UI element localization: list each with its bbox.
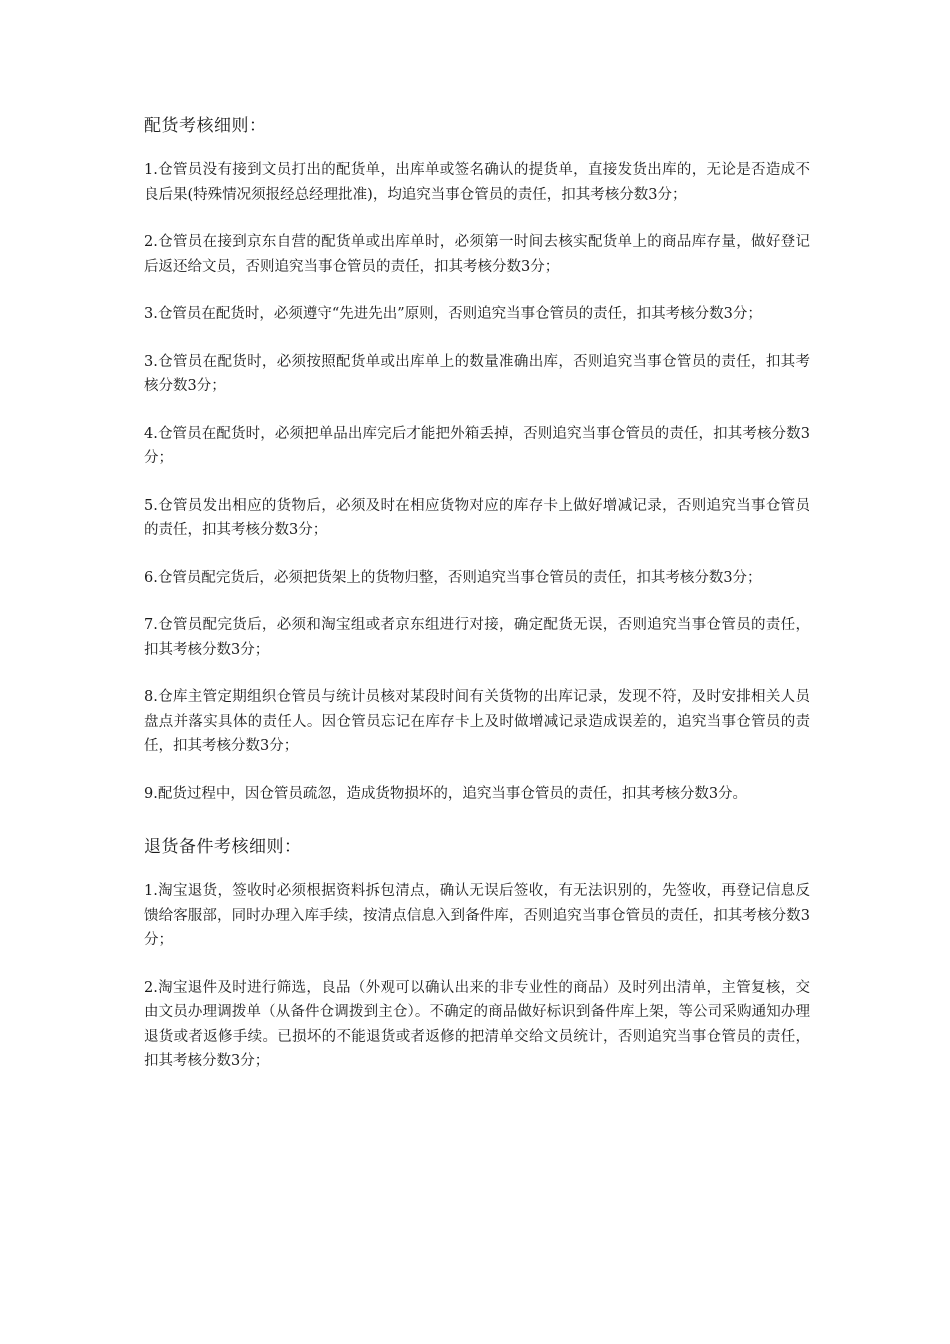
rule-paragraph: 3.仓管员在配货时，必须按照配货单或出库单上的数量准确出库，否则追究当事仓管员的责任，扣其考核分数3分； <box>144 353 810 394</box>
rule-paragraph: 1.淘宝退货，签收时必须根据资料拆包清点，确认无误后签收，有无法识别的，先签收，再登记信息反馈给客服部，同时办理入库手续，按清点信息入到备件库，否则追究当事仓管员的责任，扣其考核分数3分； <box>144 883 810 948</box>
rule-paragraph: 3.仓管员在配货时，必须遵守“先进先出”原则，否则追究当事仓管员的责任，扣其考核分数3分； <box>144 306 762 322</box>
rule-paragraph: 4.仓管员在配货时，必须把单品出库完后才能把外箱丢掉，否则追究当事仓管员的责任，扣其考核分数3分； <box>144 425 810 466</box>
document-page <box>144 114 810 1097</box>
rule-paragraph: 9.配货过程中，因仓管员疏忽，造成货物损坏的，追究当事仓管员的责任，扣其考核分数3分。 <box>144 785 748 802</box>
rule-paragraph: 5.仓管员发出相应的货物后，必须及时在相应货物对应的库存卡上做好增减记录，否则追究当事仓管员的责任，扣其考核分数3分； <box>144 497 810 538</box>
rule-paragraph: 1.仓管员没有接到文员打出的配货单，出库单或签名确认的提货单，直接发货出库的，无论是否造成不良后果(特殊情况须报经总经理批准)，均追究当事仓管员的责任，扣其考核分数3分； <box>144 162 810 203</box>
rule-paragraph: 6.仓管员配完货后，必须把货架上的货物归整，否则追究当事仓管员的责任，扣其考核分数3分； <box>144 569 762 586</box>
section-title: 退货备件考核细则： <box>144 837 302 857</box>
section-returns-assessment <box>144 835 810 1074</box>
section-title: 配货考核细则： <box>144 116 267 136</box>
rule-paragraph: 2.淘宝退件及时进行筛选，良品（外观可以确认出来的非专业性的商品）及时列出清单，主管复核，交由文员办理调拨单（从备件仓调拨到主仓）。不确定的商品做好标识到备件库上架，等公司采购通知办理退货或者返修手续。已损坏的不能退货或者返修的把清单交给文员统计，否则追究当事仓管员的责任，扣其考核分数3分； <box>144 979 810 1069</box>
rule-paragraph: 8.仓库主管定期组织仓管员与统计员核对某段时间有关货物的出库记录，发现不符，及时安排相关人员盘点并落实具体的责任人。因仓管员忘记在库存卡上及时做增减记录造成误差的，追究当事仓管员的责任，扣其考核分数3分； <box>144 689 810 754</box>
rule-paragraph: 2.仓管员在接到京东自营的配货单或出库单时，必须第一时间去核实配货单上的商品库存量，做好登记后返还给文员，否则追究当事仓管员的责任，扣其考核分数3分； <box>144 234 810 275</box>
section-distribution-assessment <box>144 114 810 806</box>
rule-paragraph: 7.仓管员配完货后，必须和淘宝组或者京东组进行对接，确定配货无误，否则追究当事仓管员的责任，扣其考核分数3分； <box>144 617 810 658</box>
